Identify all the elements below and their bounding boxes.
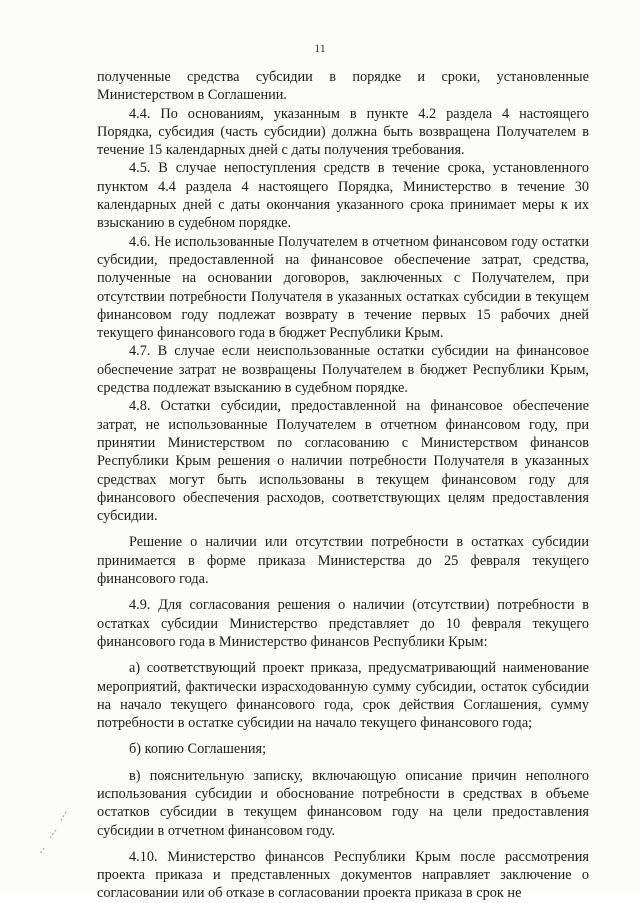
paragraph-4-9: 4.9. Для согласования решения о наличии (отсутствии) потребности в остатках субсидии Министерство представляет до 10 февраля текущего финансового года в Министерство финансов Республики Крым: [97, 597, 589, 650]
paragraph-4-7: 4.7. В случае если неиспользованные остатки субсидии на финансовое обеспечение затрат не возвращены Получателем в бюджет Республики Крым, средства подлежат взысканию в судебном порядке. [97, 343, 589, 397]
paragraph-continuation: полученные средства субсидии в порядке и сроки, установленные Министерством в Соглашении. [97, 69, 589, 104]
paragraph-4-10: 4.10. Министерство финансов Республики Крым после рассмотрения проекта приказа и представленных документов направляет заключение о согласовании или об отказе в согласовании проекта приказа в срок не [97, 848, 589, 902]
page-number: 11 [314, 41, 326, 55]
paragraph-4-4: 4.4. По основаниям, указанным в пункте 4.2 раздела 4 настоящего Порядка, субсидия (часть субсидии) должна быть возвращена Получателем в течение 15 календарных дней с даты получения требования. [97, 105, 589, 159]
list-item-b: б) копию Соглашения; [129, 741, 267, 758]
paragraph-decision: Решение о наличии или отсутствии потребности в остатках субсидии принимается в форме приказа Министерства до 25 февраля текущего финансового года. [97, 534, 589, 588]
document-body [97, 68, 589, 903]
paragraph-4-6: 4.6. Не использованные Получателем в отчетном финансовом году остатки субсидии, предоставленной на финансовое обеспечение затрат, средства, полученные на основании договоров, заключенных с Получателем, при отсутствии потребности Получателя в указанных остатках субсидии в текущем финансовом году подлежат возврату в течение первых 15 рабочих дней текущего финансового года в бюджет Республики Крым. [97, 233, 589, 342]
scan-artifact-mark [36, 808, 76, 858]
list-item-c: в) пояснительную записку, включающую описание причин неполного использования субсидии и обоснование потребности в средствах в объеме остатков субсидии в текущем финансовом году на цели предоставления субсидии в отчетном финансовом году. [97, 767, 589, 839]
paragraph-4-8: 4.8. Остатки субсидии, предоставленной на финансовое обеспечение затрат, не использованные Получателем в отчетном финансовом году, при принятии Министерством по согласованию с Министерством финансов Республики Крым решения о наличии потребности Получателя в указанных средствах могут быть использованы в текущем финансовом году для финансового обеспечения расходов, соответствующих целям предоставления субсидии. [97, 398, 589, 525]
paragraph-4-5: 4.5. В случае непоступления средств в течение срока, установленного пунктом 4.4 раздела 4 настоящего Порядка, Министерство в течение 30 календарных дней с даты окончания указанного срока принимает меры к их взысканию в судебном порядке. [97, 160, 589, 232]
list-item-a: а) соответствующий проект приказа, предусматривающий наименование мероприятий, фактически израсходованную сумму субсидии, остаток субсидии на начало текущего финансового года, срок действия Соглашения, сумму потребности в остатке субсидии на начало текущего финансового года; [97, 660, 589, 732]
